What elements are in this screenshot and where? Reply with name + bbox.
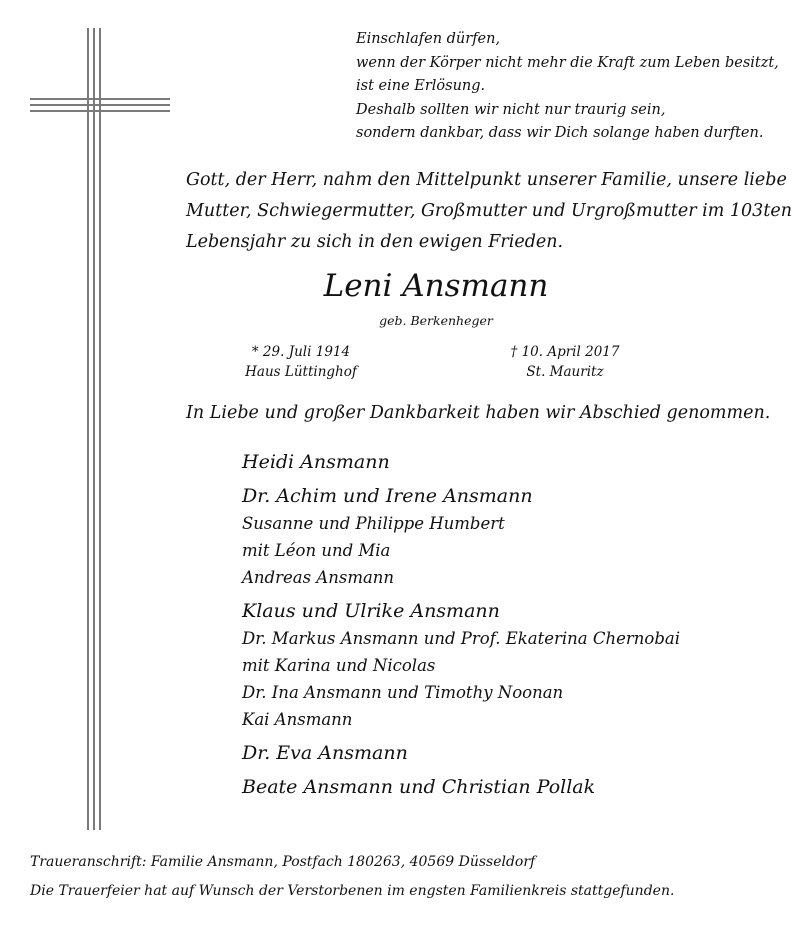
- family-head: Heidi Ansmann: [242, 451, 390, 473]
- death-date: † 10. April 2017: [510, 344, 620, 360]
- deceased-name: Leni Ansmann: [323, 268, 549, 304]
- family-member: Dr. Markus Ansmann und Prof. Ekaterina Chernobai: [242, 629, 681, 648]
- farewell-text: In Liebe und großer Dankbarkeit haben wir Abschied genommen.: [186, 403, 771, 423]
- family-member: Andreas Ansmann: [242, 568, 395, 587]
- poem-line: sondern dankbar, dass wir Dich solange haben durften.: [356, 125, 764, 141]
- family-head: Dr. Achim und Irene Ansmann: [242, 485, 533, 507]
- family-list: [242, 448, 782, 801]
- poem-line: Einschlafen dürfen,: [356, 31, 501, 47]
- intro-line: Lebensjahr zu sich in den ewigen Frieden.: [186, 232, 564, 252]
- footer: [30, 848, 790, 906]
- family-group: [242, 448, 782, 476]
- family-member: Susanne und Philippe Humbert: [242, 514, 505, 533]
- family-head: Beate Ansmann und Christian Pollak: [242, 776, 596, 798]
- birth-name: geb. Berkenheger: [379, 313, 493, 328]
- death-place: St. Mauritz: [526, 364, 604, 380]
- death-info: [490, 342, 640, 382]
- funeral-note: Die Trauerfeier hat auf Wunsch der Verstorbenen im engsten Familienkreis stattgefunden.: [30, 883, 675, 899]
- family-head: Dr. Eva Ansmann: [242, 742, 408, 764]
- mourning-address: Traueranschrift: Familie Ansmann, Postfach 180263, 40569 Düsseldorf: [30, 854, 536, 870]
- poem-line: wenn der Körper nicht mehr die Kraft zum Leben besitzt,: [356, 54, 779, 71]
- family-member: mit Léon und Mia: [242, 541, 391, 560]
- poem-line: Deshalb sollten wir nicht nur traurig sein,: [356, 101, 666, 118]
- family-head: Klaus und Ulrike Ansmann: [242, 600, 500, 622]
- cross-icon: [30, 28, 170, 830]
- family-member: mit Karina und Nicolas: [242, 656, 436, 675]
- intro-line: Gott, der Herr, nahm den Mittelpunkt unserer Familie, unsere liebe: [186, 170, 787, 190]
- intro-text: [186, 165, 792, 258]
- birth-date: * 29. Juli 1914: [251, 344, 351, 360]
- family-group: [242, 739, 782, 767]
- family-group: [242, 597, 782, 733]
- birth-info: [226, 342, 376, 382]
- family-member: Kai Ansmann: [242, 710, 353, 729]
- family-group: [242, 773, 782, 801]
- poem-line: ist eine Erlösung.: [356, 78, 486, 94]
- intro-line: Mutter, Schwiegermutter, Großmutter und Urgroßmutter im 103ten: [186, 201, 792, 221]
- poem: [356, 28, 786, 146]
- birth-place: Haus Lüttinghof: [245, 364, 357, 380]
- family-member: Dr. Ina Ansmann und Timothy Noonan: [242, 683, 564, 702]
- family-group: [242, 482, 782, 591]
